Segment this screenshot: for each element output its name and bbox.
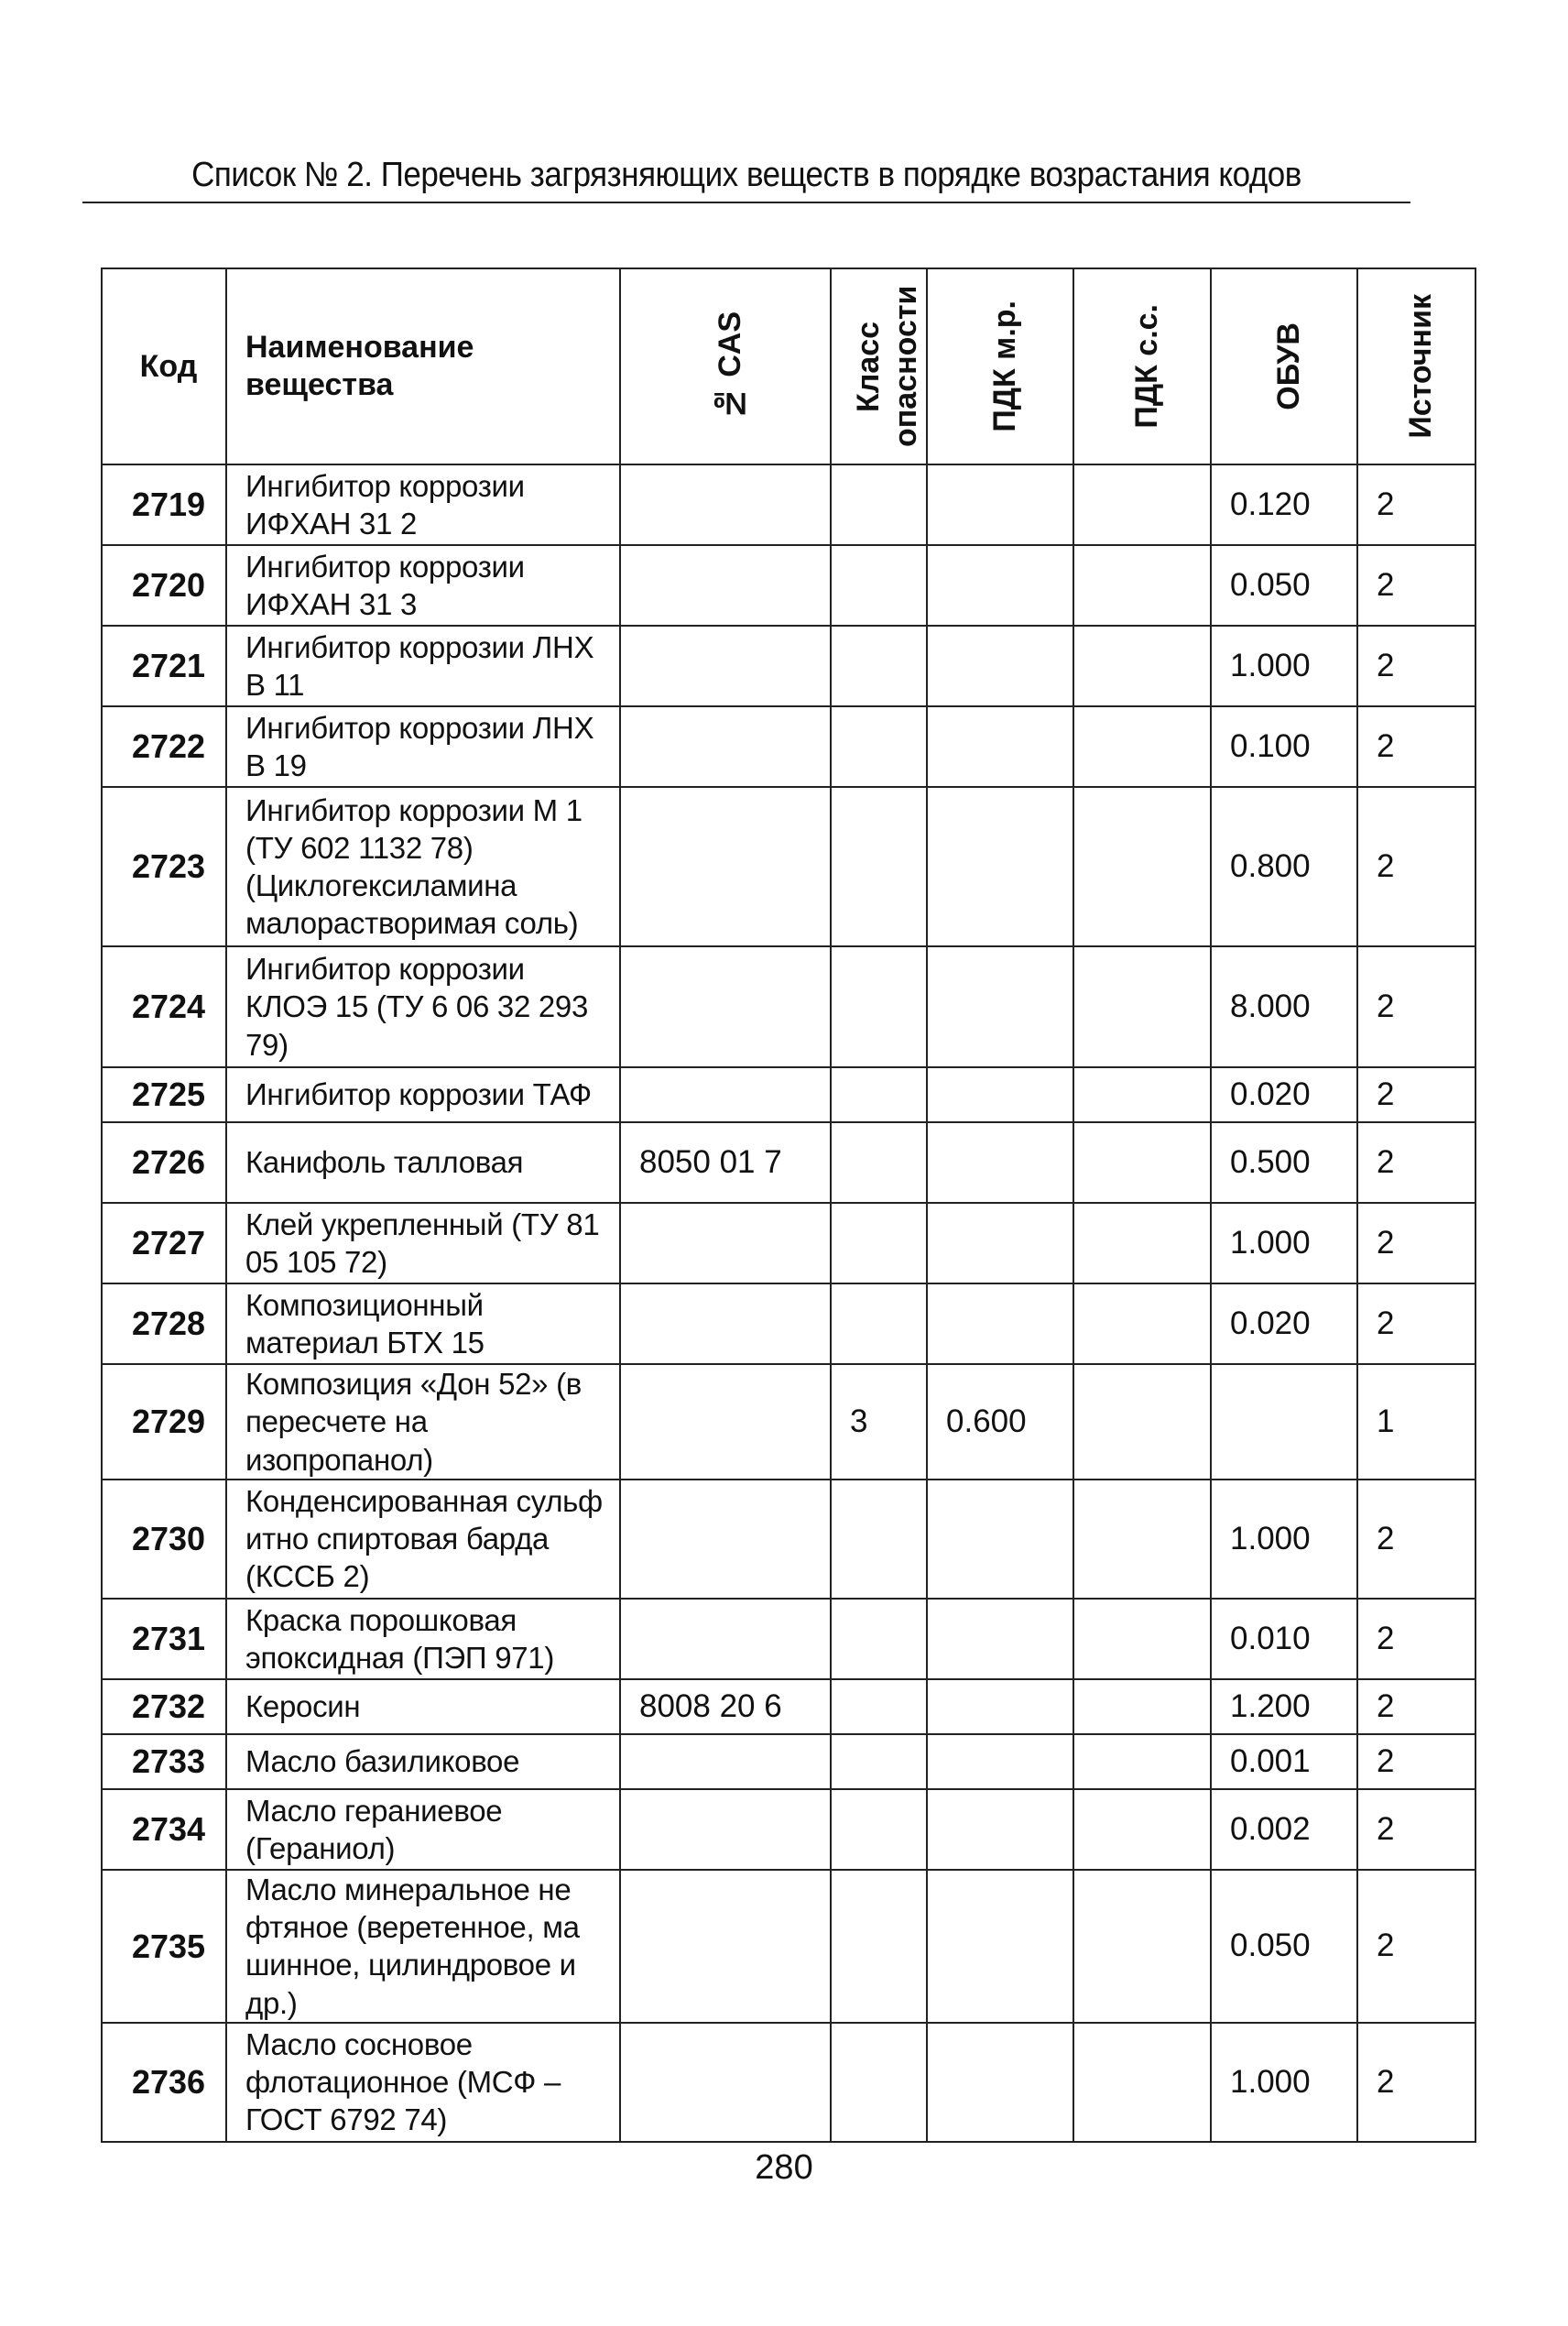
cell-hazard-class — [831, 1734, 927, 1789]
cell-cas — [620, 1067, 831, 1122]
cell-cas — [620, 706, 831, 787]
table-row — [102, 1480, 1475, 1599]
cell-source: 2 — [1357, 545, 1475, 626]
cell-source: 2 — [1357, 787, 1475, 946]
table-row — [102, 1870, 1475, 2023]
cell-pdk-ss — [1073, 464, 1211, 545]
cell-obuv: 0.020 — [1211, 1067, 1357, 1122]
cell-cas — [620, 946, 831, 1067]
cell-code: 2723 — [102, 787, 226, 946]
cell-hazard-class — [831, 1203, 927, 1283]
cell-pdk-mr — [927, 1203, 1073, 1283]
header-row — [102, 268, 1475, 464]
page-title: Список № 2. Перечень загрязняющих веществ в порядке возрастания кодов — [191, 156, 1301, 194]
cell-pdk-mr — [927, 1067, 1073, 1122]
table-row — [102, 946, 1475, 1067]
cell-pdk-mr — [927, 2023, 1073, 2142]
cell-obuv: 0.050 — [1211, 545, 1357, 626]
cell-pdk-mr — [927, 1789, 1073, 1870]
cell-hazard-class — [831, 706, 927, 787]
cell-pdk-ss — [1073, 1203, 1211, 1283]
table-row — [102, 626, 1475, 706]
cell-source: 2 — [1357, 1599, 1475, 1679]
cell-obuv: 0.001 — [1211, 1734, 1357, 1789]
cell-source: 2 — [1357, 1067, 1475, 1122]
cell-obuv: 0.002 — [1211, 1789, 1357, 1870]
cell-hazard-class — [831, 787, 927, 946]
cell-obuv: 0.120 — [1211, 464, 1357, 545]
title-rule — [82, 202, 1410, 203]
header-pdk-mr-label: ПДК м.р. — [986, 300, 1022, 432]
cell-code: 2730 — [102, 1480, 226, 1599]
cell-cas — [620, 1789, 831, 1870]
header-name: Наименование вещества — [226, 268, 620, 464]
cell-cas — [620, 626, 831, 706]
header-source-label: Источник — [1403, 294, 1439, 439]
cell-pdk-ss — [1073, 1599, 1211, 1679]
cell-name: Композиция «Дон 52» (в пересчете на изопропанол) — [226, 1364, 620, 1480]
cell-code: 2721 — [102, 626, 226, 706]
table-row — [102, 1364, 1475, 1480]
cell-obuv: 1.000 — [1211, 1480, 1357, 1599]
cell-source: 2 — [1357, 464, 1475, 545]
cell-name: Композиционный материал БТХ 15 — [226, 1283, 620, 1364]
cell-code: 2724 — [102, 946, 226, 1067]
cell-hazard-class — [831, 1599, 927, 1679]
cell-cas — [620, 1480, 831, 1599]
cell-name: Масло сосновое флотационное (МСФ – ГОСТ 6792 74) — [226, 2023, 620, 2142]
cell-code: 2726 — [102, 1122, 226, 1203]
cell-hazard-class — [831, 1679, 927, 1734]
cell-pdk-ss — [1073, 706, 1211, 787]
cell-cas — [620, 1283, 831, 1364]
cell-hazard-class — [831, 1480, 927, 1599]
cell-code: 2732 — [102, 1679, 226, 1734]
table-row — [102, 464, 1475, 545]
cell-name: Масло минеральное не фтяное (веретенное, ма шинное, цилиндровое и др.) — [226, 1870, 620, 2023]
cell-hazard-class — [831, 946, 927, 1067]
cell-code: 2731 — [102, 1599, 226, 1679]
table-row — [102, 545, 1475, 626]
cell-obuv: 1.200 — [1211, 1679, 1357, 1734]
cell-obuv: 0.800 — [1211, 787, 1357, 946]
cell-pdk-ss — [1073, 2023, 1211, 2142]
cell-pdk-ss — [1073, 1679, 1211, 1734]
cell-obuv: 0.500 — [1211, 1122, 1357, 1203]
cell-code: 2720 — [102, 545, 226, 626]
cell-obuv: 1.000 — [1211, 2023, 1357, 2142]
header-pdk-mr — [927, 268, 1073, 464]
cell-code: 2728 — [102, 1283, 226, 1364]
cell-pdk-mr — [927, 1480, 1073, 1599]
cell-hazard-class: 3 — [831, 1364, 927, 1480]
cell-obuv: 0.010 — [1211, 1599, 1357, 1679]
header-obuv-label: ОБУВ — [1270, 322, 1306, 410]
cell-pdk-ss — [1073, 946, 1211, 1067]
cell-name: Ингибитор коррозии ЛНХ В 11 — [226, 626, 620, 706]
cell-source: 2 — [1357, 1789, 1475, 1870]
cell-pdk-ss — [1073, 1067, 1211, 1122]
header-cas — [620, 268, 831, 464]
cell-name: Ингибитор коррозии ИФХАН 31 3 — [226, 545, 620, 626]
cell-pdk-mr — [927, 545, 1073, 626]
cell-source: 2 — [1357, 2023, 1475, 2142]
header-source — [1357, 268, 1475, 464]
cell-obuv: 0.050 — [1211, 1870, 1357, 2023]
table-row — [102, 1734, 1475, 1789]
cell-source: 1 — [1357, 1364, 1475, 1480]
cell-name: Масло базиликовое — [226, 1734, 620, 1789]
cell-cas — [620, 1203, 831, 1283]
table-row — [102, 1067, 1475, 1122]
cell-cas — [620, 545, 831, 626]
cell-obuv — [1211, 1364, 1357, 1480]
cell-pdk-mr: 0.600 — [927, 1364, 1073, 1480]
cell-code: 2735 — [102, 1870, 226, 2023]
cell-name: Ингибитор коррозии М 1 (ТУ 602 1132 78) (Циклогексиламина малорастворимая соль) — [226, 787, 620, 946]
cell-name: Масло гераниевое (Гераниол) — [226, 1789, 620, 1870]
cell-source: 2 — [1357, 1283, 1475, 1364]
page-number: 280 — [755, 2148, 813, 2187]
table-row — [102, 787, 1475, 946]
cell-pdk-ss — [1073, 626, 1211, 706]
cell-source: 2 — [1357, 1203, 1475, 1283]
cell-obuv: 0.100 — [1211, 706, 1357, 787]
cell-hazard-class — [831, 2023, 927, 2142]
table-row — [102, 1203, 1475, 1283]
cell-pdk-mr — [927, 1734, 1073, 1789]
cell-pdk-ss — [1073, 1734, 1211, 1789]
cell-cas — [620, 1870, 831, 2023]
cell-cas: 8008 20 6 — [620, 1679, 831, 1734]
cell-hazard-class — [831, 1283, 927, 1364]
cell-code: 2719 — [102, 464, 226, 545]
cell-name: Ингибитор коррозии ТАФ — [226, 1067, 620, 1122]
cell-name: Керосин — [226, 1679, 620, 1734]
cell-source: 2 — [1357, 1734, 1475, 1789]
table-row — [102, 1599, 1475, 1679]
cell-code: 2733 — [102, 1734, 226, 1789]
cell-pdk-ss — [1073, 787, 1211, 946]
cell-source: 2 — [1357, 1679, 1475, 1734]
cell-hazard-class — [831, 626, 927, 706]
cell-code: 2722 — [102, 706, 226, 787]
table-row — [102, 1789, 1475, 1870]
cell-hazard-class — [831, 464, 927, 545]
table-row — [102, 2023, 1475, 2142]
cell-pdk-ss — [1073, 1364, 1211, 1480]
cell-cas — [620, 1734, 831, 1789]
cell-name: Ингибитор коррозии ИФХАН 31 2 — [226, 464, 620, 545]
cell-pdk-mr — [927, 1599, 1073, 1679]
header-obuv — [1211, 268, 1357, 464]
cell-obuv: 0.020 — [1211, 1283, 1357, 1364]
cell-pdk-ss — [1073, 1480, 1211, 1599]
cell-obuv: 8.000 — [1211, 946, 1357, 1067]
cell-code: 2727 — [102, 1203, 226, 1283]
cell-name: Клей укрепленный (ТУ 81 05 105 72) — [226, 1203, 620, 1283]
cell-name: Краска порошковая эпоксидная (ПЭП 971) — [226, 1599, 620, 1679]
cell-pdk-mr — [927, 706, 1073, 787]
cell-cas: 8050 01 7 — [620, 1122, 831, 1203]
cell-source: 2 — [1357, 1870, 1475, 2023]
cell-source: 2 — [1357, 706, 1475, 787]
table-body — [102, 464, 1475, 2142]
table-row — [102, 706, 1475, 787]
table-row — [102, 1679, 1475, 1734]
cell-pdk-ss — [1073, 1283, 1211, 1364]
cell-pdk-mr — [927, 1679, 1073, 1734]
table-row — [102, 1283, 1475, 1364]
cell-obuv: 1.000 — [1211, 626, 1357, 706]
cell-hazard-class — [831, 545, 927, 626]
cell-pdk-mr — [927, 787, 1073, 946]
cell-pdk-mr — [927, 464, 1073, 545]
cell-name: Конденсированная сульф итно спиртовая барда (КССБ 2) — [226, 1480, 620, 1599]
pollutants-table — [101, 268, 1476, 2143]
cell-name: Ингибитор коррозии КЛОЭ 15 (ТУ 6 06 32 293 79) — [226, 946, 620, 1067]
cell-name: Ингибитор коррозии ЛНХ В 19 — [226, 706, 620, 787]
cell-pdk-ss — [1073, 1789, 1211, 1870]
cell-obuv: 1.000 — [1211, 1203, 1357, 1283]
cell-source: 2 — [1357, 946, 1475, 1067]
cell-cas — [620, 1364, 831, 1480]
header-pdk-ss-label: ПДК с.с. — [1128, 304, 1164, 429]
cell-hazard-class — [831, 1789, 927, 1870]
header-cas-label: № CAS — [712, 311, 747, 421]
cell-hazard-class — [831, 1067, 927, 1122]
cell-code: 2725 — [102, 1067, 226, 1122]
cell-cas — [620, 787, 831, 946]
cell-pdk-ss — [1073, 1870, 1211, 2023]
cell-source: 2 — [1357, 1122, 1475, 1203]
cell-code: 2736 — [102, 2023, 226, 2142]
header-code: Код — [102, 268, 226, 464]
cell-source: 2 — [1357, 1480, 1475, 1599]
header-pdk-ss — [1073, 268, 1211, 464]
cell-code: 2734 — [102, 1789, 226, 1870]
table-row — [102, 1122, 1475, 1203]
cell-pdk-mr — [927, 946, 1073, 1067]
cell-hazard-class — [831, 1122, 927, 1203]
cell-pdk-mr — [927, 1283, 1073, 1364]
cell-pdk-ss — [1073, 1122, 1211, 1203]
header-hazard-class — [831, 268, 927, 464]
cell-name: Канифоль талловая — [226, 1122, 620, 1203]
cell-source: 2 — [1357, 626, 1475, 706]
cell-pdk-mr — [927, 1870, 1073, 2023]
cell-pdk-mr — [927, 1122, 1073, 1203]
cell-hazard-class — [831, 1870, 927, 2023]
cell-code: 2729 — [102, 1364, 226, 1480]
header-hazard-class-label: Класс опасности — [851, 285, 923, 448]
cell-cas — [620, 2023, 831, 2142]
cell-cas — [620, 464, 831, 545]
cell-pdk-ss — [1073, 545, 1211, 626]
cell-pdk-mr — [927, 626, 1073, 706]
cell-cas — [620, 1599, 831, 1679]
